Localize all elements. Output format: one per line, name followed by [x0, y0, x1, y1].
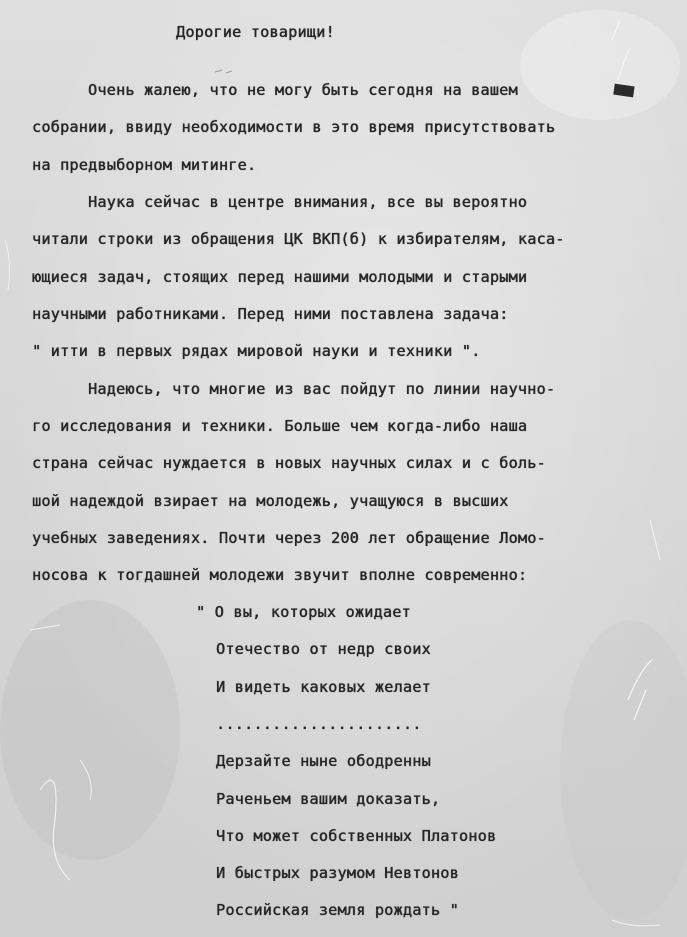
paper-stain [560, 620, 687, 920]
poem-line: Российская земля рождать " [216, 901, 459, 919]
text-line: Наука сейчас в центре внимания, все вы вероятно [88, 193, 528, 211]
paper-stain [520, 10, 680, 120]
text-line: " итти в первых рядах мировой науки и техники ". [32, 342, 481, 360]
text-line: читали строки из обращения ЦК ВКП(б) к избирателям, каса- [32, 230, 565, 248]
text-line: шой надеждой взирает на молодежь, учащуюся в высших [32, 492, 509, 510]
text-line: на предвыборном митинге. [32, 156, 257, 174]
poem-line: ...................... [216, 715, 422, 733]
paper-stain [0, 600, 180, 860]
poem-line: И быстрых разумом Невтонов [216, 864, 459, 882]
poem-line: Раченьем вашим доказать, [216, 790, 441, 808]
text-line: ющиеся задач, стоящих перед нашими молодыми и старыми [32, 268, 528, 286]
text-line: носова к тогдашней молодежи звучит вполне современно: [32, 566, 528, 584]
poem-line: " О вы, которых ожидает [196, 603, 411, 621]
text-line: собрании, ввиду необходимости в это время присутствовать [32, 118, 556, 136]
letter-salutation: Дорогие товарищи! [176, 23, 335, 41]
text-line: го исследования и техники. Больше чем когда-либо наша [32, 417, 528, 435]
text-line: учебных заведениях. Почти через 200 лет обращение Ломо- [32, 529, 546, 547]
poem-line: И видеть каковых желает [216, 678, 431, 696]
text-line: страна сейчас нуждается в новых научных силах и с боль- [32, 454, 546, 472]
text-line: Надеюсь, что многие из вас пойдут по линии научно- [88, 380, 556, 398]
text-line: научными работниками. Перед ними поставлена задача: [32, 305, 509, 323]
poem-line: Отечество от недр своих [216, 640, 431, 658]
text-line: Очень жалею, что не могу быть сегодня на вашем [88, 81, 518, 99]
poem-line: Дерзайте ныне ободренны [216, 752, 431, 770]
poem-line: Что может собственных Платонов [216, 827, 497, 845]
